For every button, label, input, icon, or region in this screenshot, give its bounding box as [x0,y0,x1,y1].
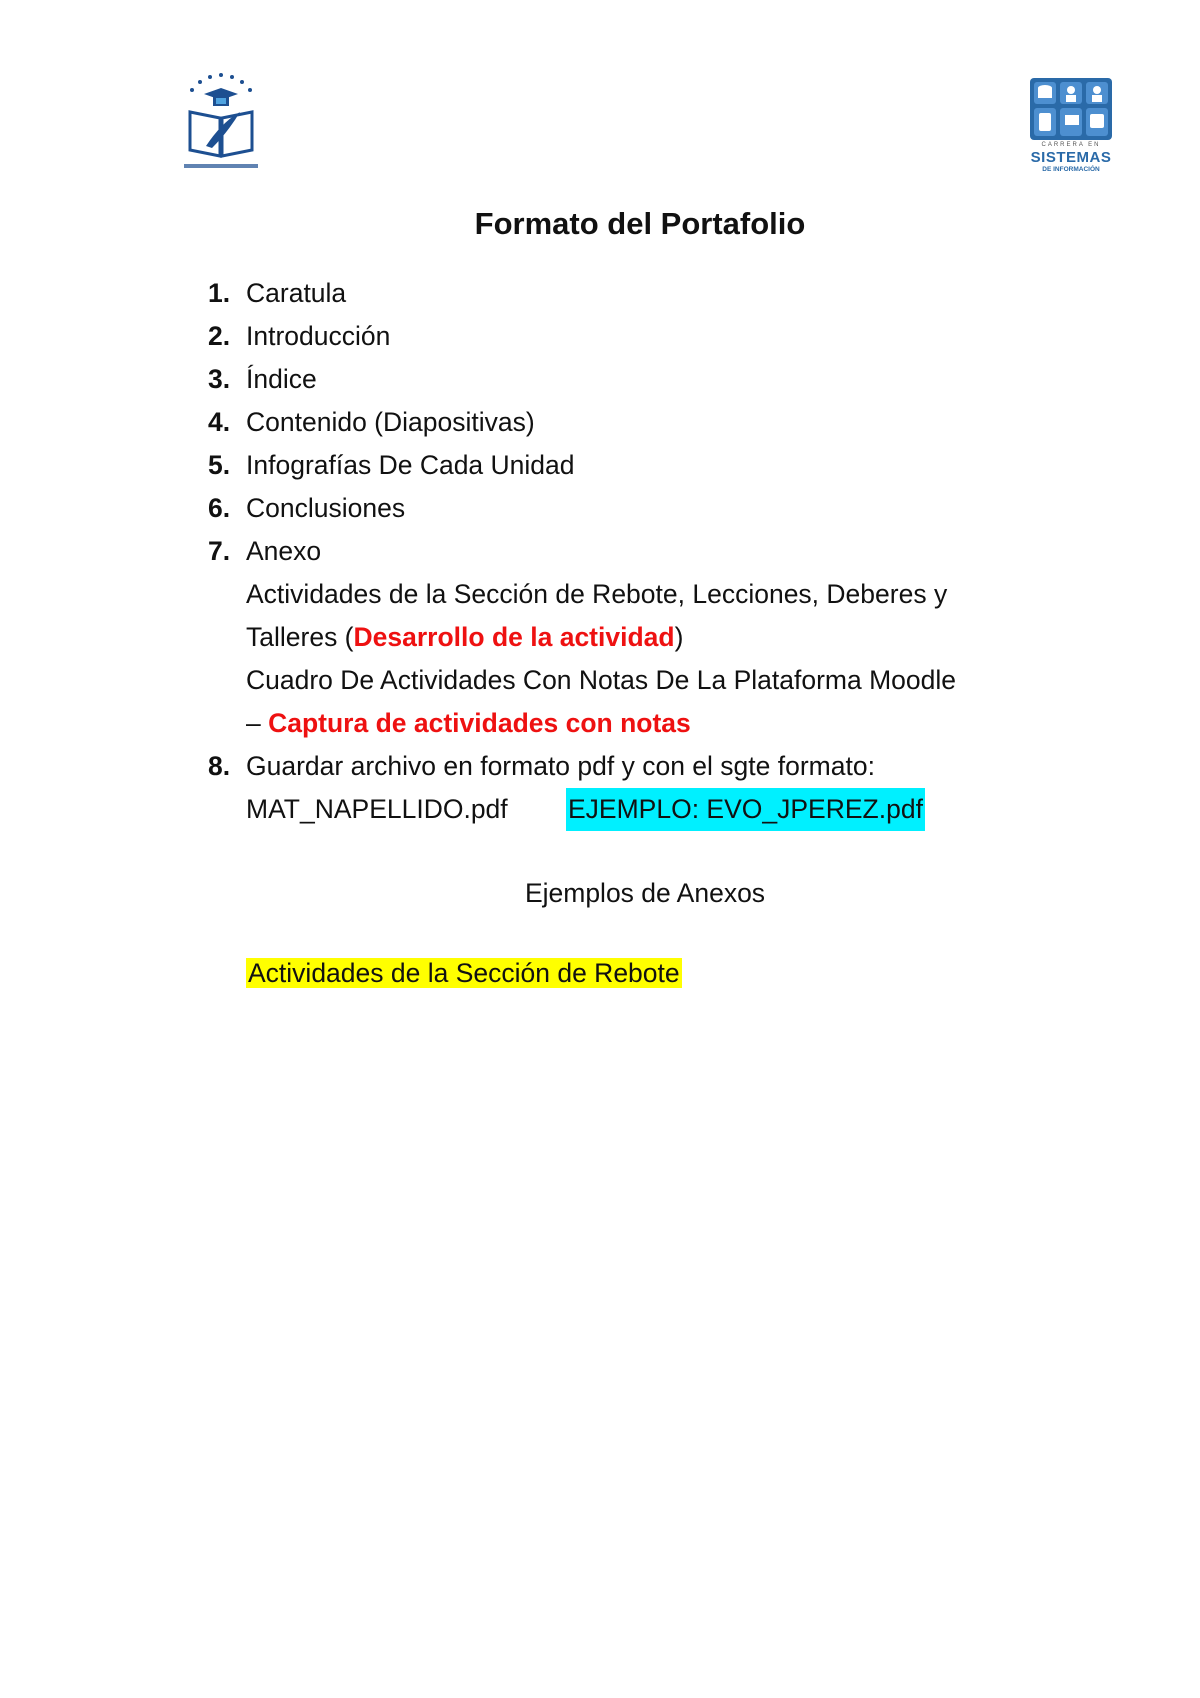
annex-line-2-highlight: Desarrollo de la actividad [353,622,675,652]
list-text: Guardar archivo en formato pdf y con el sgte formato: [246,751,875,781]
list-text: Anexo [246,536,322,566]
list-number: 8. [208,751,231,781]
list-item [208,358,1068,401]
list-number: 3. [208,364,231,394]
annex-line-4 [246,702,691,745]
list-number: 5. [208,450,231,480]
university-logo [176,72,266,176]
annex-detail-line [208,659,1068,702]
list-number: 6. [208,493,231,523]
annex-line-1: Actividades de la Sección de Rebote, Lecciones, Deberes y [246,579,948,609]
annex-line-4-highlight: Captura de actividades con notas [268,708,691,738]
list-item [208,444,1068,487]
list-item [208,487,1068,530]
list-text: Contenido (Diapositivas) [246,407,535,437]
annex-line-4-dash: – [246,708,269,738]
examples-heading: Ejemplos de Anexos [524,878,766,908]
list-item [208,745,1068,788]
list-text: Infografías De Cada Unidad [246,450,575,480]
annex-detail-line [208,616,1068,659]
list-number: 4. [208,407,231,437]
filename-format: MAT_NAPELLIDO.pdf [246,794,508,824]
annex-section-title [246,958,682,989]
list-number: 7. [208,536,231,566]
list-number: 2. [208,321,231,351]
list-text: Índice [246,364,317,394]
filename-example: EJEMPLO: EVO_JPEREZ.pdf [566,788,925,831]
list-item [208,272,1068,315]
list-item [208,530,1068,573]
format-list [208,272,1068,831]
annex-line-2-pre: Talleres ( [246,622,354,652]
annex-line-2-post: ) [674,622,684,652]
annex-line-2 [246,616,683,659]
annex-detail-line [208,702,1068,745]
logo-sistemas-text: SISTEMAS [1030,149,1112,166]
list-number: 1. [208,278,231,308]
logo-carrera-text: CARRERA EN [1041,142,1101,148]
annex-section-title-text: Actividades de la Sección de Rebote [248,958,680,988]
list-text: Introducción [246,321,391,351]
logo-informacion-text: DE INFORMACIÓN [1042,166,1100,173]
page-title: Formato del Portafolio [474,206,806,241]
annex-line-3: Cuadro De Actividades Con Notas De La Plataforma Moodle [246,665,956,695]
list-item [208,401,1068,444]
list-text: Caratula [246,278,347,308]
annex-detail-line [208,573,1068,616]
sistemas-logo [1030,78,1112,176]
list-text: Conclusiones [246,493,406,523]
filename-line [208,788,1068,831]
list-item [208,315,1068,358]
